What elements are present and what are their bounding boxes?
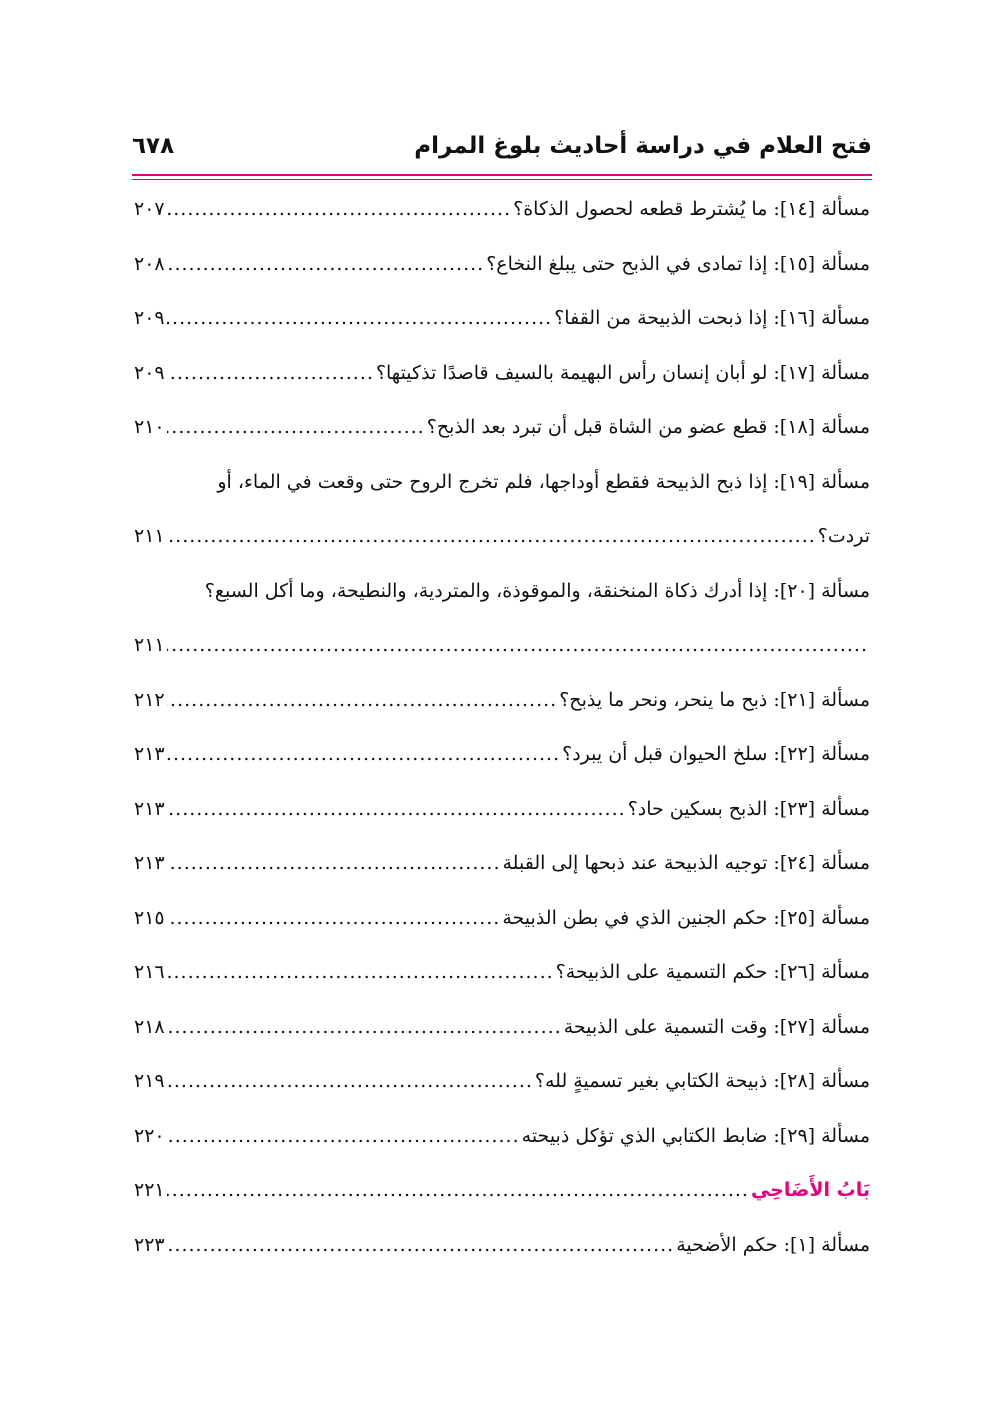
toc-section-entry[interactable]: [134, 1163, 870, 1218]
dot-leader: [167, 416, 425, 438]
toc-entry[interactable]: [134, 291, 870, 346]
toc-entry[interactable]: [134, 400, 870, 455]
toc-entry-line-1[interactable]: [134, 455, 870, 510]
toc-entry-title: مسألة [٢٩]: ضابط الكتابي الذي تؤكل ذبيحته: [521, 1124, 870, 1147]
toc-entry[interactable]: [134, 782, 870, 837]
toc-entry-title: مسألة [١٧]: لو أبان إنسان رأس البهيمة بالسيف قاصدًا تذكيتها؟: [375, 361, 870, 384]
toc-entry-title: مسألة [٢٣]: الذبح بسكين حاد؟: [627, 797, 870, 820]
toc-entry-title: مسألة [١٨]: قطع عضو من الشاة قبل أن تبرد بعد الذبح؟: [426, 416, 870, 439]
toc-entry-page: ٢٠٩: [134, 307, 165, 330]
dot-leader: [167, 961, 554, 983]
toc-entry-line-2[interactable]: [134, 618, 870, 673]
toc-entry-page: ٢٠٨: [134, 252, 165, 275]
dot-leader: [167, 307, 553, 329]
toc-entry-page: ٢١٢: [134, 688, 165, 711]
toc-entry[interactable]: [134, 891, 870, 946]
dot-leader: [167, 798, 626, 820]
toc-entry-title: مسألة [١٦]: إذا ذبحت الذبيحة من القفا؟: [554, 307, 870, 330]
toc-entry-title: مسألة [١]: حكم الأضحية: [676, 1233, 870, 1256]
toc-entry-line-1[interactable]: [134, 564, 870, 619]
toc-entry-title: مسألة [٢٠]: إذا أدرك ذكاة المنخنقة، والموقوذة، والمتردية، والنطيحة، وما أكل السبع؟: [204, 579, 870, 602]
dot-leader: [167, 634, 868, 656]
toc-entry[interactable]: [134, 182, 870, 237]
toc-entry-page: ٢١٥: [134, 906, 165, 929]
section-title: بَابُ الأَضَاحِي: [750, 1179, 870, 1202]
dot-leader: [167, 689, 558, 711]
toc-entry-line-2[interactable]: [134, 509, 870, 564]
toc-entry[interactable]: [134, 346, 870, 401]
toc-entry-title: مسألة [١٩]: إذا ذبح الذبيحة فقطع أوداجها، فلم تخرج الروح حتى وقعت في الماء، أو: [217, 470, 870, 493]
book-title: فتح العلام في دراسة أحاديث بلوغ المرام: [414, 133, 872, 159]
toc-entry-page: ٢١١: [134, 634, 165, 657]
toc-entry[interactable]: [134, 673, 870, 728]
toc-entry-page: ٢١٦: [134, 961, 165, 984]
toc-entry-title: مسألة [٢٦]: حكم التسمية على الذبيحة؟: [555, 961, 870, 984]
toc-entry-title: مسألة [١٥]: إذا تمادى في الذبح حتى يبلغ النخاع؟: [486, 252, 870, 275]
toc-entry[interactable]: [134, 1109, 870, 1164]
dot-leader: [167, 253, 485, 275]
toc-entry-title: مسألة [٢٧]: وقت التسمية على الذبيحة: [563, 1015, 870, 1038]
page-number: ٦٧٨: [132, 133, 175, 159]
toc-entry-title: مسألة [٢٥]: حكم الجنين الذي في بطن الذبيحة: [502, 906, 870, 929]
toc-entry-page: ٢١٣: [134, 743, 165, 766]
toc-entry-title: مسألة [١٤]: ما يُشترط قطعه لحصول الذكاة؟: [513, 198, 870, 221]
header-rule-thin: [132, 179, 872, 180]
dot-leader: [167, 907, 501, 929]
toc-entry-page: ٢١٣: [134, 797, 165, 820]
dot-leader: [167, 1179, 749, 1201]
dot-leader: [167, 198, 512, 220]
toc-entry-page: ٢٢٣: [134, 1233, 165, 1256]
toc-entry-title: مسألة [٢١]: ذبح ما ينحر، ونحر ما يذبح؟: [559, 688, 870, 711]
toc-entry-title: مسألة [٢٤]: توجيه الذبيحة عند ذبحها إلى القبلة: [502, 852, 870, 875]
toc-entry[interactable]: [134, 836, 870, 891]
dot-leader: [167, 743, 561, 765]
toc-entry-page: ٢١٨: [134, 1015, 165, 1038]
toc-entry-title: مسألة [٢٨]: ذبيحة الكتابي بغير تسميةٍ لله؟: [534, 1070, 870, 1093]
header-rule-thick: [132, 174, 872, 176]
toc-entry[interactable]: [134, 237, 870, 292]
toc-entry-page: ٢٢٠: [134, 1124, 165, 1147]
toc-entry-page: ٢٠٧: [134, 198, 165, 221]
dot-leader: [167, 1070, 533, 1092]
toc-entry[interactable]: [134, 1054, 870, 1109]
toc-entry-page: ٢١١: [134, 525, 165, 548]
dot-leader: [167, 1234, 675, 1256]
toc-entry-page: ٢١٣: [134, 852, 165, 875]
toc-entry-title-continued: تردت؟: [817, 525, 870, 548]
dot-leader: [167, 362, 374, 384]
dot-leader: [167, 1125, 520, 1147]
toc-entry-title: مسألة [٢٢]: سلخ الحيوان قبل أن يبرد؟: [562, 743, 870, 766]
page-header: [132, 128, 872, 168]
table-of-contents: [134, 182, 870, 1272]
toc-entry[interactable]: [134, 1218, 870, 1273]
dot-leader: [167, 852, 501, 874]
toc-entry-page: ٢٠٩: [134, 361, 165, 384]
toc-entry-page: ٢١٠: [134, 416, 165, 439]
toc-entry-page: ٢٢١: [134, 1179, 165, 1202]
dot-leader: [167, 1016, 562, 1038]
toc-entry[interactable]: [134, 1000, 870, 1055]
toc-entry[interactable]: [134, 727, 870, 782]
dot-leader: [167, 525, 816, 547]
toc-entry[interactable]: [134, 945, 870, 1000]
toc-entry-page: ٢١٩: [134, 1070, 165, 1093]
